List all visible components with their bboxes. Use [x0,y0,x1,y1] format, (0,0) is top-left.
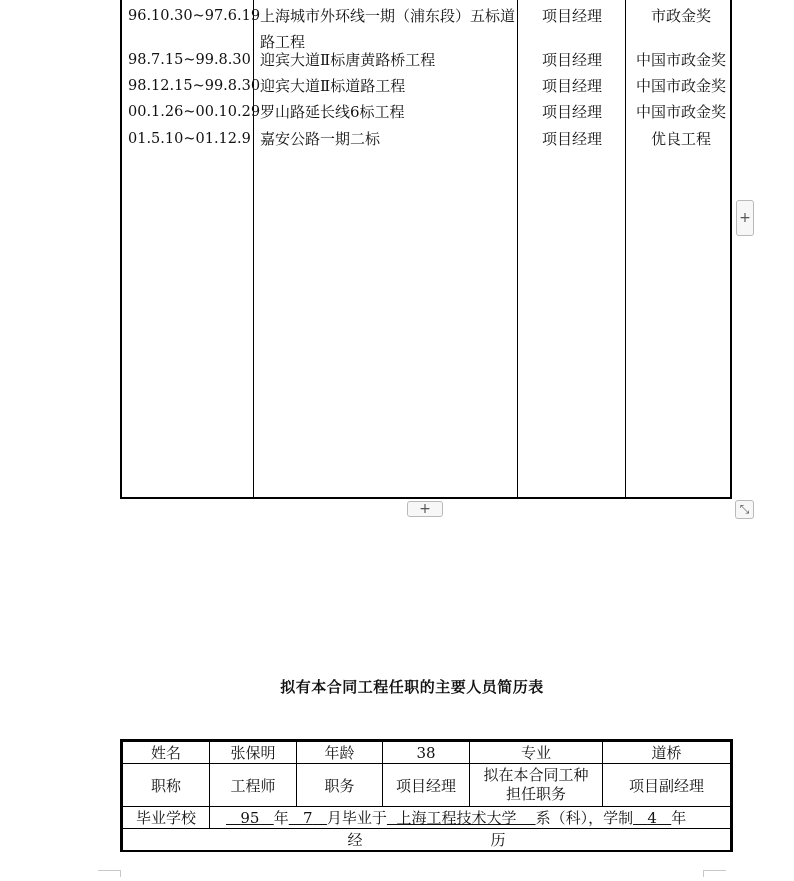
history-header [123,829,731,851]
project-cell: 上海城市外环线一期（浦东段）五标道路工程 [260,7,516,51]
dept-word: 系（科），学制 [535,809,634,827]
age-label: 年龄 [297,742,383,764]
column-divider [625,0,626,497]
date-cell: 98.12.15~99.8.30 [128,78,261,94]
duration-unit: 年 [671,809,687,827]
name-value: 张保明 [210,742,297,764]
graduation-year: 95 [240,809,260,827]
project-cell: 迎宾大道Ⅱ标道路工程 [260,77,406,95]
project-cell: 迎宾大道Ⅱ标唐黄路桥工程 [260,51,436,69]
table-row [123,829,731,851]
date-cell: 96.10.30~97.6.19 [128,8,261,24]
date-cell: 00.1.26~00.10.29 [128,104,261,120]
month-word: 月毕业于 [326,809,387,827]
award-cell: 中国市政金奖 [635,51,726,69]
role-cell: 项目经理 [541,51,602,69]
table-row [123,807,731,829]
role-cell: 项目经理 [541,77,602,95]
add-row-button[interactable]: + [407,501,443,517]
major-value: 道桥 [603,742,731,764]
project-cell: 嘉安公路一期二标 [260,130,381,148]
history-label-2: 历 [490,831,506,849]
award-cell: 优良工程 [650,130,711,148]
title-label: 职称 [123,764,210,807]
history-label-1: 经 [347,831,363,849]
resize-table-handle[interactable]: ⤡ [735,500,754,519]
position-label: 职务 [297,764,383,807]
role-cell: 项目经理 [541,7,602,25]
school-label: 毕业学校 [123,807,210,829]
column-divider [517,0,518,497]
table-row [123,742,731,764]
title-value: 工程师 [210,764,297,807]
award-cell: 中国市政金奖 [635,103,726,121]
proposed-position-value: 项目副经理 [603,764,731,807]
school-duration: 4 [647,809,657,827]
role-cell: 项目经理 [541,130,602,148]
date-cell: 01.5.10~01.12.9 [128,131,251,147]
add-column-button[interactable]: + [736,200,754,236]
position-value: 项目经理 [383,764,470,807]
name-label: 姓名 [123,742,210,764]
role-cell: 项目经理 [541,103,602,121]
graduation-info [210,807,731,829]
age-value: 38 [383,742,470,764]
school-name: 上海工程技术大学 [396,809,517,827]
table-row [123,764,731,807]
major-label: 专业 [470,742,603,764]
award-cell: 市政金奖 [650,7,711,25]
award-cell: 中国市政金奖 [635,77,726,95]
page-title: 拟有本合同工程任职的主要人员简历表 [280,678,544,696]
graduation-month: 7 [303,809,313,827]
proposed-position-label: 拟在本合同工种担任职务 [470,764,603,807]
resume-table [120,739,733,852]
page-corner-mark [703,870,726,877]
year-word: 年 [273,809,289,827]
page-corner-mark [98,870,121,877]
project-cell: 罗山路延长线6标工程 [260,103,405,121]
career-table [120,0,732,499]
date-cell: 98.7.15~99.8.30 [128,52,251,68]
